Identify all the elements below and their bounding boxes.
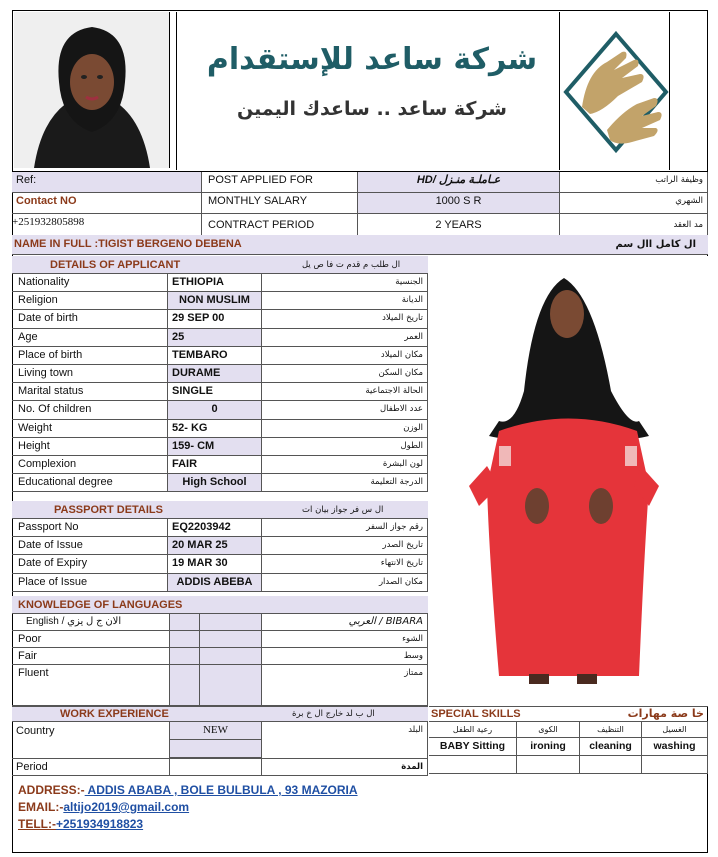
work-country-value: NEW: [170, 722, 262, 740]
lang-level-english: [170, 648, 200, 665]
work-title: WORK EXPERIENCE: [60, 708, 169, 720]
lang-level-english: [170, 665, 200, 706]
lang-level-arabic: [200, 631, 262, 648]
detail-label-ar: الوزن: [262, 420, 428, 438]
detail-value: FAIR: [168, 456, 262, 474]
detail-value: DURAME: [168, 365, 262, 383]
work-country-cell2: [170, 740, 262, 758]
lang-level-label: Fair: [12, 648, 170, 665]
lang-level-english: [170, 631, 200, 648]
applicant-headshot: [14, 12, 170, 168]
email-label: EMAIL:-: [18, 800, 64, 814]
info-table: [12, 171, 708, 235]
applicant-fullbody-photo: [429, 256, 708, 706]
lang-cell-a: [170, 614, 200, 631]
passport-label-ar: مكان الصدار: [262, 574, 428, 592]
salary-label: MONTHLY SALARY: [202, 193, 358, 214]
work-table: [12, 722, 428, 774]
salary-value: 1000 S R: [358, 193, 560, 214]
detail-label-ar: الحالة الاجتماعية: [262, 383, 428, 401]
post-value: HD/ عـاملـة منـزل: [358, 172, 560, 193]
detail-label: Living town: [12, 365, 168, 383]
details-title-ar: ال طلب م قدم ت فا ص يل: [302, 260, 401, 270]
period-value: 2 YEARS: [358, 214, 560, 236]
languages-header: [12, 596, 428, 614]
detail-label: Place of birth: [12, 347, 168, 365]
languages-title: KNOWLEDGE OF LANGUAGES: [18, 599, 183, 611]
lang-english: English / الان ج ل يزي: [12, 614, 170, 631]
detail-label: Weight: [12, 420, 168, 438]
contact-label: Contact NO: [12, 193, 202, 214]
skills-title-ar: خا صة مهارات: [627, 707, 704, 720]
tell-value: +251934918823: [56, 817, 144, 831]
detail-value: NON MUSLIM: [168, 292, 262, 310]
detail-label: Educational degree: [12, 474, 168, 492]
detail-label: Date of birth: [12, 310, 168, 328]
address-label: ADDRESS:-: [18, 783, 85, 797]
detail-value: ETHIOPIA: [168, 274, 262, 292]
company-logo: [562, 12, 670, 170]
skill-name: cleaning: [580, 738, 642, 756]
detail-value: 25: [168, 329, 262, 347]
company-tagline: شركة ساعد .. ساعدك اليمين: [237, 98, 507, 120]
passport-label-ar: تاريخ الصدر: [262, 537, 428, 555]
period-ar: مد العقد: [560, 214, 708, 236]
lang-level-label: Fluent: [12, 665, 170, 706]
email-link[interactable]: altijo2019@gmail.com: [63, 800, 190, 814]
passport-label: Date of Expiry: [12, 555, 168, 573]
detail-label-ar: تاريخ الميلاد: [262, 310, 428, 328]
detail-value: 159- CM: [168, 438, 262, 456]
detail-label-ar: الديانة: [262, 292, 428, 310]
detail-label-ar: الطول: [262, 438, 428, 456]
lang-arabic: BIBARA / العربي: [262, 614, 428, 631]
detail-label-ar: العمر: [262, 329, 428, 347]
skill-head-ar: الغسيل: [642, 722, 708, 738]
detail-label: No. Of children: [12, 401, 168, 419]
skill-level: [429, 756, 517, 774]
company-banner: [176, 12, 560, 170]
post-label: POST APPLIED FOR: [202, 172, 358, 193]
lang-level-arabic: [200, 648, 262, 665]
work-period-label: Period: [12, 758, 170, 776]
skill-name: washing: [642, 738, 708, 756]
passport-label: Passport No: [12, 519, 168, 537]
work-header: [12, 706, 428, 722]
post-ar: وظيفة الراتب: [560, 172, 708, 193]
work-period-value: [170, 758, 262, 776]
period-label: CONTRACT PERIOD: [202, 214, 358, 236]
company-name: شركة ساعد للإستقدام: [206, 42, 538, 77]
skill-level: [517, 756, 580, 774]
lang-level-ar: ممتاز: [262, 665, 428, 706]
work-country-label: Country: [12, 722, 170, 758]
lang-cell-b: [200, 614, 262, 631]
detail-label-ar: الدرجة التعليمة: [262, 474, 428, 492]
detail-label: Marital status: [12, 383, 168, 401]
detail-value: 29 SEP 00: [168, 310, 262, 328]
contact-block: [18, 782, 698, 833]
passport-value: 19 MAR 30: [168, 555, 262, 573]
lang-level-label: Poor: [12, 631, 170, 648]
passport-value: EQ2203942: [168, 519, 262, 537]
salary-ar: الشهري: [560, 193, 708, 214]
skill-level: [580, 756, 642, 774]
skill-name: BABY Sitting: [429, 738, 517, 756]
contact-value: +251932805898: [12, 214, 202, 236]
detail-label: Nationality: [12, 274, 168, 292]
address-line: [18, 782, 698, 799]
detail-label: Religion: [12, 292, 168, 310]
passport-title: PASSPORT DETAILS: [54, 504, 163, 516]
detail-label-ar: عدد الاطفال: [262, 401, 428, 419]
detail-value: 52- KG: [168, 420, 262, 438]
passport-header: [12, 501, 428, 519]
passport-label: Place of Issue: [12, 574, 168, 592]
detail-value: SINGLE: [168, 383, 262, 401]
detail-label: Height: [12, 438, 168, 456]
skill-level: [642, 756, 708, 774]
detail-label: Age: [12, 329, 168, 347]
skills-table: [429, 722, 708, 774]
detail-value: TEMBARO: [168, 347, 262, 365]
details-header: [12, 256, 428, 274]
tell-line: [18, 816, 698, 833]
skill-head-ar: رعية الطفل: [429, 722, 517, 738]
lang-level-ar: وسط: [262, 648, 428, 665]
passport-title-ar: ال س فر جواز بيان ات: [302, 505, 384, 515]
email-line: [18, 799, 698, 816]
languages-table: [12, 614, 428, 706]
detail-label-ar: لون البشرة: [262, 456, 428, 474]
ref-label: Ref:: [12, 172, 202, 193]
work-title-ar: ال ب لد خارج ال خ برة: [292, 709, 375, 719]
lang-level-arabic: [200, 665, 262, 706]
tell-label: TELL:-: [18, 817, 56, 831]
full-name: NAME IN FULL :TIGIST BERGENO DEBENA: [14, 238, 242, 250]
detail-label-ar: مكان الميلاد: [262, 347, 428, 365]
details-title: DETAILS OF APPLICANT: [50, 259, 181, 271]
detail-label-ar: مكان السكن: [262, 365, 428, 383]
lang-level-ar: الشوء: [262, 631, 428, 648]
work-country-ar: البلد: [262, 722, 428, 758]
skill-head-ar: التنظيف: [580, 722, 642, 738]
detail-label: Complexion: [12, 456, 168, 474]
detail-value: 0: [168, 401, 262, 419]
passport-value: 20 MAR 25: [168, 537, 262, 555]
skill-name: ironing: [517, 738, 580, 756]
full-name-ar: ال كامل اال سم: [615, 239, 696, 250]
skills-header: [429, 706, 708, 722]
detail-label-ar: الجنسية: [262, 274, 428, 292]
name-row: [12, 235, 708, 255]
passport-value: ADDIS ABEBA: [168, 574, 262, 592]
passport-label: Date of Issue: [12, 537, 168, 555]
detail-value: High School: [168, 474, 262, 492]
work-period-ar: المدة: [262, 758, 428, 776]
skills-title: SPECIAL SKILLS: [431, 708, 521, 720]
skill-head-ar: الكوى: [517, 722, 580, 738]
passport-label-ar: رقم جواز السفر: [262, 519, 428, 537]
passport-label-ar: تاريخ الانتهاء: [262, 555, 428, 573]
address-value: ADDIS ABABA , BOLE BULBULA , 93 MAZORIA: [84, 783, 358, 797]
